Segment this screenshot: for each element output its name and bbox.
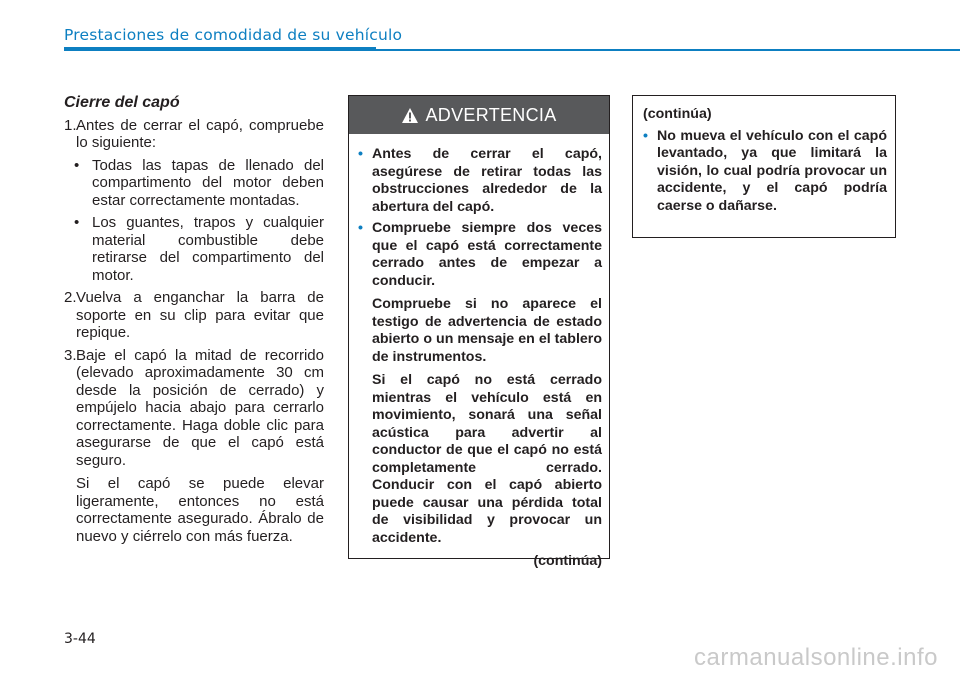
warning-header <box>349 96 609 134</box>
step-number: 1. <box>64 116 77 134</box>
step-3 <box>64 347 324 470</box>
warning-body <box>349 134 609 571</box>
list-item-text: Los guantes, trapos y cualquier material combustible debe retirarse del compartimento del motor. <box>92 214 324 284</box>
warning-title: ADVERTENCIA <box>425 104 557 125</box>
step-text: Vuelva a enganchar la barra de soporte en su clip para evitar que repique. <box>76 289 324 341</box>
bullet-icon: • <box>643 127 648 144</box>
warning-paragraph: Compruebe si no aparece el testigo de advertencia de estado abierto o un mensaje en el tablero de instrumentos. <box>372 296 602 365</box>
warning-triangle-icon <box>402 108 418 123</box>
warning-bullet-text: Antes de cerrar el capó, asegúrese de retirar todas las obstrucciones alrededor de la abertura del capó. <box>372 146 602 215</box>
bullet-icon: • <box>74 156 80 174</box>
continuation-label: (continúa) <box>643 106 712 122</box>
step-number: 2. <box>64 289 77 306</box>
section-header-title: Prestaciones de comodidad de su vehículo <box>64 26 403 44</box>
warning-bullet <box>357 220 602 290</box>
warning-bullet <box>357 146 602 216</box>
step-text: Baje el capó la mitad de recorrido (elevado aproximadamente 30 cm desde la posición de cerrado) y empújelo hacia abajo para cerrarlo correctamente. Haga doble clic para asegurarse de que el capó está seguro. <box>76 346 324 469</box>
step-2 <box>64 289 324 342</box>
continuation-bullet-text: No mueva el vehículo con el capó levantado, ya que limitará la visión, lo cual podría provocar un accidente, y el capó podría caerse o dañarse. <box>657 127 887 214</box>
main-text-column <box>64 94 324 545</box>
header-rule-thick <box>64 47 376 51</box>
continuation-bullet <box>643 128 887 216</box>
warning-box <box>348 95 610 569</box>
list-item <box>74 214 324 284</box>
section-heading: Cierre del capó <box>64 94 180 111</box>
step-1 <box>64 117 324 152</box>
bullet-icon: • <box>358 220 363 236</box>
step-number: 3. <box>64 346 77 364</box>
warning-continued: (continúa) <box>533 553 602 569</box>
warning-paragraph: Si el capó no está cerrado mientras el vehículo está en movimiento, sonará una señal acústica para advertir al conductor de que el capó no está completamente cerrado. Conducir con el capó abierto puede causar una pérdida total de visibilidad y provocar un accidente. <box>372 372 602 546</box>
continuation-box <box>632 95 896 238</box>
warning-bullet-text: Compruebe siempre dos veces que el capó está correctamente cerrado antes de empezar a conducir. <box>372 220 602 289</box>
header-rule-thin <box>376 49 960 51</box>
step-3-note: Si el capó se puede elevar ligeramente, entonces no está correctamente asegurado. Ábralo de nuevo y ciérrelo con más fuerza. <box>76 475 324 545</box>
list-item <box>74 157 324 210</box>
bullet-icon: • <box>358 146 363 162</box>
list-item-text: Todas las tapas de llenado del compartimento del motor deben estar correctamente montadas. <box>92 156 324 209</box>
page-number: 3-44 <box>64 631 96 647</box>
watermark: carmanualsonline.info <box>694 644 938 671</box>
step-text: Antes de cerrar el capó, compruebe lo siguiente: <box>76 116 324 151</box>
bullet-icon: • <box>74 214 80 231</box>
